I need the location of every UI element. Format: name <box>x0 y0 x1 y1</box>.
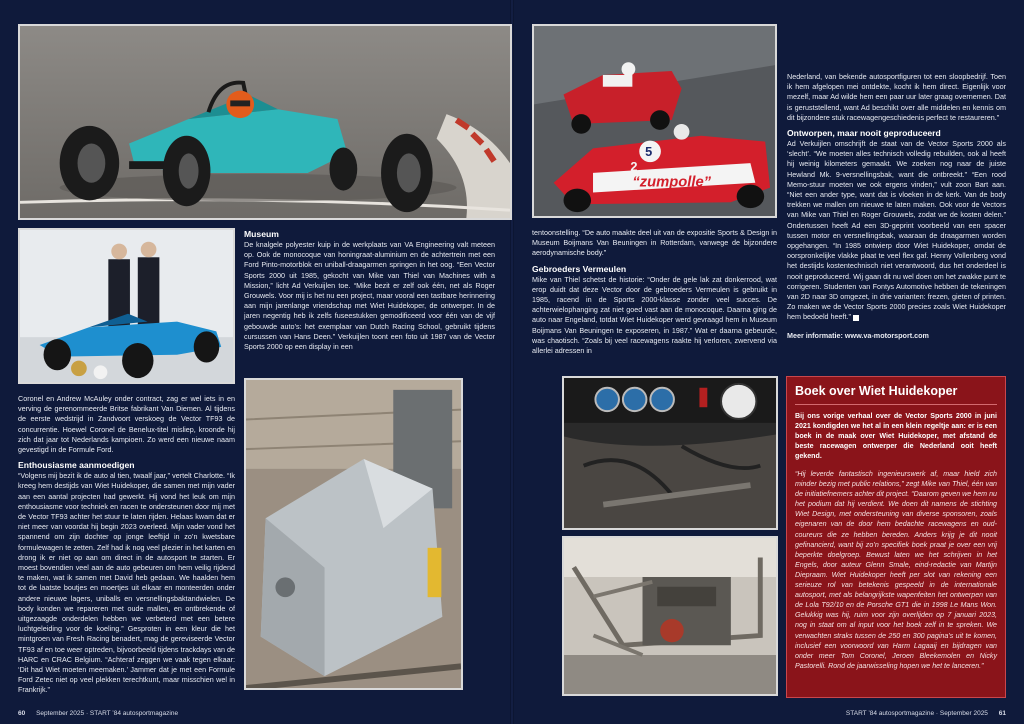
right-footer-text: START ’84 autosportmagazine · September 2025 <box>845 710 988 717</box>
end-of-article-mark <box>853 315 859 321</box>
right-page-number: 61 <box>998 710 1006 717</box>
car-number-2: 2 <box>630 158 638 174</box>
car-sponsor-decal: “zumpolle” <box>632 174 712 191</box>
museum-paragraph: De knalgele polyester kuip in de werkplaats van VA Engineering valt meteen op. Ook de monocoque van honingraat-aluminium en de achtertrein met een Ford Pinto-motorblok en uniball-draagarmen springen in het oog. “Een Vector Sports 2000 uit 1985, gekocht van Mike van Thiel van Machines with a Mission,” licht Ad Verkuijlen toe. “Mike bezit er zelf ook één, net als Roger Grouwels. Voor mij is het nu een project, maar vooral een tastbare herinnering aan mijn jarenlange vriendschap met Wiet Huidekoper, de ontwerper. In de jaren negentig heb ik zelfs fuseestukken gemodificeerd voor één van de vijf gebouwde auto’s: het exemplaar van Dutch Racing School, gebruikt tijdens cursussen van Hans Deen.” Verkuijlen toont een foto uit 1987 van de Vector Sports 2000 op een display in een <box>244 240 495 352</box>
sidebar-intro: Bij ons vorige verhaal over de Vector Sports 2000 in juni 2021 kondigden we het al in een klein regeltje aan: er is een boek in de maak over Wiet Huidekoper, met afstand de beste racewagen ontwerper die Nederland ooit heeft gekend. <box>795 412 997 460</box>
design-column <box>787 72 1006 362</box>
museum-heading: Museum <box>244 229 279 239</box>
right-page <box>512 0 1024 724</box>
photo-red-sports-racers <box>532 24 777 218</box>
left-page-number: 60 <box>18 710 26 717</box>
netherlands-paragraph: Nederland, van bekende autosportfiguren tot een sloopbedrijf. Toen ik hem afgelopen mei ontdekte, kocht ik hem direct. Eigenlijk voor mezelf, maar Ad wilde hem een paar uur later graag overnemen. Dat is geruststellend, want Ad beschikt over alle middelen en kennis om dit bijzondere stuk racewagengeschiedenis perfect te restaureren.” <box>787 72 1006 122</box>
sidebar-title: Boek over Wiet Huidekoper <box>795 383 997 405</box>
design-paragraph <box>787 139 1006 323</box>
photo-engine-chassis <box>562 536 778 696</box>
book-sidebar <box>786 376 1006 698</box>
exhibition-paragraph: tentoonstelling. “De auto maakte deel uit van de expositie Sports & Design in Museum Boijmans Van Beuningen in Rotterdam, vanwege de bijzondere aerodynamische body.” <box>532 228 777 258</box>
photo-teal-formula-car <box>18 24 512 220</box>
right-footer <box>512 704 1024 724</box>
more-info-link[interactable]: Meer informatie: www.va-motorsport.com <box>787 330 929 340</box>
sidebar-body: “Hij leverde fantastisch ingenieurswerk af, maar hield zich minder bezig met public relations,” zegt Mike van Thiel, één van de initiatiefnemers achter dit project. “Daarom geven we hem nu het podium dat hij verdient. We doen dit namens de stichting Wiet Design, met ondersteuning van diverse sponsoren, zoals eigenaren van de door hem bedachte racewagens en oud-coureurs die ze hebben bereden. Anders krijg je dit nooit gefinancierd, want bij zo’n specifiek boek praat je over een vrij beperkte doelgroep. Bewust laten we het schrijven in het Engels, door auteur Glenn Smale, eind-redactie van Martijn Diepraam. Wiet Huidekoper heeft per slot van rekening een serieuze rol van betekenis gespeeld in de internationale autosport, met als belangrijkste wapenfeiten het ontwerpen van de Lola T92/10 en de Porsche GT1 die in 1998 Le Mans Won. Gelukkig was hij, ruim voor zijn overlijden op 7 januari 2023, nog in staat om al input voor het boek zelf in te spreken. We verwachten straks tussen de 250 en 300 pagina’s uit te komen, inclusief een voorwoord van Harm Lagaaij en bijdragen van onder meer Tom Coronel, Jeroen Bleekemolen en Nicky Pastorelli. Rond de jaarwisseling hopen we het te lanceren.” <box>795 470 997 670</box>
photo-aluminium-monocoque <box>244 378 463 690</box>
design-text: Ad Verkuijlen omschrijft de staat van de Vector Sports 2000 als ‘slecht’. “We moeten alles technisch volledig rebuilden, ook al heeft hij weinig kilometers gemaakt. We zoeken nog naar de juiste Hewland Mk. 9-versnellingsbak, want die ontbreekt.” “Een rood Memo-stuur moeten we ook ergens vinden,” vult zoon Bart aan. “Niet een ander type, want dat is vloeken in de kerk. Van de body trekken we mallen om nieuwe te laten maken. Ook voor de Vectors van Mike van Thiel en Roger Grouwels, zodat we de kosten delen.” Ondertussen heeft Ad een 3D-geprint voorbeeld van een spacer tussen motor en versnellingsbak, waaraan de draagarmen worden opgehangen. “In 1985 ontwierp door Wiet Huidekoper, omdat de oorspronkelijke vlakke plaat te veel flex gaf. Henny Vollenberg vond het destijds kostentechnisch niet verantwoord, dus het onderdeel is nooit geproduceerd. Wij gaan dit nu wel doen om het zwakke punt te corrigeren. Studenten van Fontys Automotive hebben de tekeningen van 2D naar 3D omgezet, in drie varianten: frezen, gieten of printen. Zo maken we de Vector Sports 2000 precies zoals Wiet Huidekoper hem bedoeld heeft.” <box>787 139 1006 322</box>
museum-column <box>244 228 495 376</box>
photo-dashboard-gauges <box>562 376 778 530</box>
left-footer <box>0 704 512 724</box>
coronel-paragraph: Coronel en Andrew McAuley onder contract, zag er wel iets in en verving de gerenommeerde Britse fabrikant Van Diemen. Al tijdens de eerste wedstrijd in Zandvoort verskoeg de Vector TF93 de concurrentie. Hoewel Coronel de Benelux-titel misliep, kroonde hij zich dat jaar tot Nederlands kampioen. Zo werd een nieuwe naam gevestigd in de Formule Ford. <box>18 394 235 455</box>
enthusiasm-column <box>18 394 235 698</box>
history-column <box>532 228 777 368</box>
enthusiasm-heading: Enthousiasme aanmoedigen <box>18 460 135 471</box>
brothers-paragraph: Mike van Thiel schetst de historie: “Onder de gele lak zat donkerrood, wat erop duidt dat deze Vector door de gebroeders Vermeulen is gebruikt in 1985, racend in de Sports 2000-klasse zonder veel succes. De achterwielophanging zat niet goed vast aan de monocoque. Daarna ging de auto naar Engeland, totdat Wiet Huidekoper werd gevraagd hem in Museum Boijmans Van Beuningen te exposeren, in 1987.” Wat er daarna gebeurde, was chaotisch. “Zoals bij veel racewagens raakte hij verloren, zwervend via allerlei adressen in <box>532 274 777 356</box>
photo-vintage-team-with-car <box>18 228 235 384</box>
enthusiasm-paragraph: “Volgens mij bezit ik de auto al tien, twaalf jaar,” vertelt Charlotte. “Ik kreeg hem destijds van Wiet Huidekoper, die samen met mijn vader aan een aantal projecten had gewerkt. Hij vond het leuk om mijn enthousiasme voor techniek en racen te ondersteunen door mij met de Vector TF93 achter het stuur te laten rijden. Helaas kwam dat er niet meer van voordat hij begin 2023 overleed. Mijn vader vond het spannend om zijn dochter op jonge leeftijd in zo’n kwetsbare formulewagen te zetten. Zelf had ik nog veel plezier in het karten en drong ik er niet op aan om direct in de autosport te starten. Er moest bovendien veel aan de auto gebeuren om hem veilig rijdend te maken, wat ik samen met David heb gedaan. We haalden hem tot de laatste boutjes en moertjes uit elkaar en monteerden onder andere nieuwe lagers, uniballs en versnellingsbaktandwielen. De body konden we repareren met oude mallen, en ontbrekende of uitgezaagde onderdelen hebben we verbeterd met een betere luchtgeleiding voor de koeling.” Gesproten in een kleur die het mintgroen van Fresh Racing benadert, mag de gereviseerde Vector TF93 af en toe weer optreden, bijvoorbeeld tijdens trackdays van de HARC en CRAC Belgium. “Achteraf zeggen we vaak tegen elkaar: ‘Dit had Wiet moeten meemaken.’ Jammer dat je met een Formule Ford Zetec niet op veel plekken terechtkunt, maar misschien wel in Frankrijk.” <box>18 471 235 695</box>
left-footer-text: September 2025 · START ’84 autosportmagazine <box>36 710 179 717</box>
car-number-5: 5 <box>645 144 653 160</box>
brothers-heading: Gebroeders Vermeulen <box>532 263 627 274</box>
design-heading: Ontworpen, maar nooit geproduceerd <box>787 128 941 139</box>
